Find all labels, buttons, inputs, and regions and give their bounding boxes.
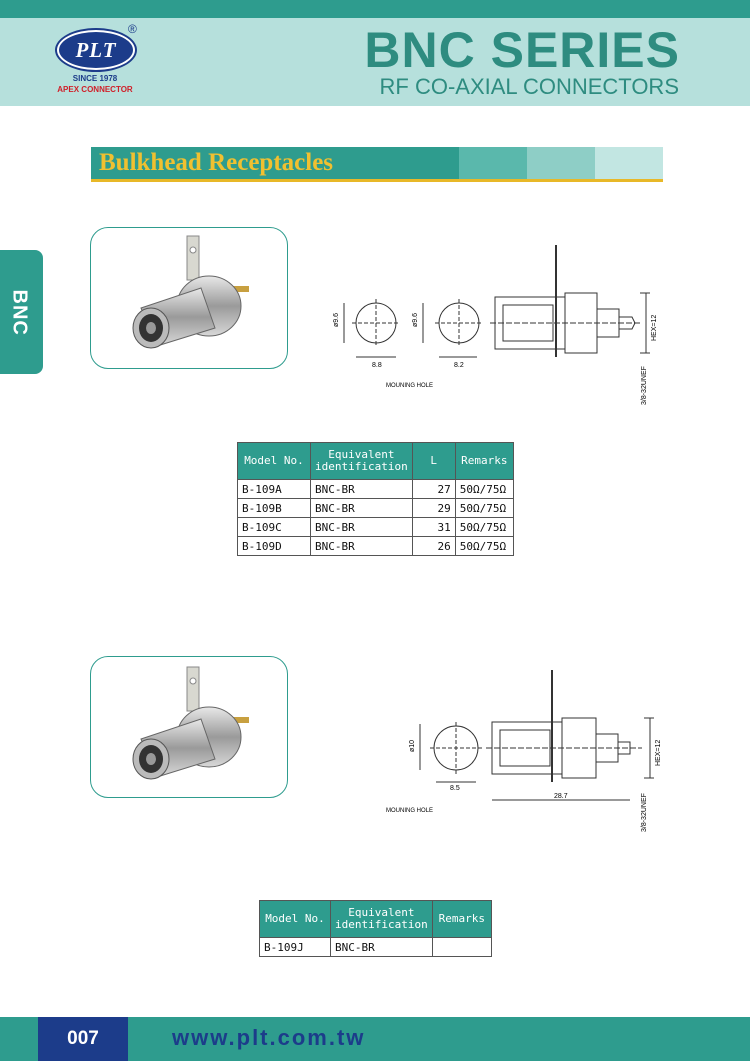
table-row: [260, 938, 492, 957]
section-bar: [91, 147, 663, 179]
registered-mark: ®: [128, 22, 137, 36]
page-number-box: [38, 1017, 128, 1061]
col-header: Model No.: [260, 901, 331, 938]
side-tab-label: BNC: [8, 289, 31, 336]
table-row: [238, 480, 514, 499]
page-footer: [0, 1017, 750, 1061]
cell-model: B-109B: [238, 499, 311, 518]
dim-label: 3/8-32UNEF: [641, 366, 648, 405]
cell-remarks: 50Ω/75Ω: [455, 518, 513, 537]
cell-equivalent: BNC-BR: [311, 499, 413, 518]
table-row: [238, 499, 514, 518]
product-photo-1: [90, 227, 288, 369]
dim-label: ø9.6: [333, 312, 340, 327]
cell-equivalent: BNC-BR: [311, 480, 413, 499]
cell-remarks: 50Ω/75Ω: [455, 499, 513, 518]
cell-remarks: 50Ω/75Ω: [455, 537, 513, 556]
col-header: Remarks: [432, 901, 491, 938]
company-name: APEX CONNECTOR: [57, 85, 133, 94]
cell-length: 27: [412, 480, 455, 499]
cell-length: 26: [412, 537, 455, 556]
cell-remarks: [432, 938, 491, 957]
technical-drawing-1: [330, 245, 660, 410]
mounting-hole-label: MOUNING HOLE: [386, 383, 434, 389]
col-header: Equivalent identification: [331, 901, 433, 938]
dim-label: 3/8-32UNEF: [641, 793, 648, 832]
cell-equivalent: BNC-BR: [331, 938, 433, 957]
page-title: BNC SERIES: [364, 22, 680, 78]
cell-equivalent: BNC-BR: [311, 537, 413, 556]
since-label: SINCE 1978: [72, 74, 118, 83]
technical-drawing-2: [380, 670, 665, 840]
cell-model: B-109C: [238, 518, 311, 537]
cell-model: B-109A: [238, 480, 311, 499]
cell-model: B-109J: [260, 938, 331, 957]
dim-label: ø10: [409, 739, 416, 752]
col-header: Remarks: [455, 443, 513, 480]
dim-label: 8.8: [372, 362, 382, 369]
dim-label: HEX=12: [655, 739, 662, 766]
spec-table-2: [259, 900, 492, 957]
logo-text: PLT: [75, 37, 117, 62]
cell-equivalent: BNC-BR: [311, 518, 413, 537]
website-link[interactable]: www.plt.com.tw: [172, 1025, 366, 1050]
col-header: Equivalent identification: [311, 443, 413, 480]
dim-label: ø9.6: [412, 312, 419, 327]
bnc-connector-image: [91, 657, 287, 797]
cell-length: 31: [412, 518, 455, 537]
dim-label: 28.7: [554, 793, 568, 800]
page-header: [0, 18, 750, 106]
col-header: L: [412, 443, 455, 480]
page-subtitle: RF CO-AXIAL CONNECTORS: [379, 74, 679, 99]
plt-logo: [57, 30, 135, 70]
section-title: Bulkhead Receptacles: [99, 149, 334, 176]
top-strip: [0, 0, 750, 18]
table-row: [238, 537, 514, 556]
spec-table-1: [237, 442, 514, 556]
cell-remarks: 50Ω/75Ω: [455, 480, 513, 499]
dim-label: 8.5: [450, 785, 460, 792]
page-number: 007: [67, 1028, 99, 1049]
dim-label: HEX=12: [651, 314, 658, 341]
col-header: Model No.: [238, 443, 311, 480]
product-photo-2: [90, 656, 288, 798]
dim-label: 8.2: [454, 362, 464, 369]
side-tab: [0, 250, 43, 374]
bnc-connector-image: [91, 228, 287, 368]
cell-length: 29: [412, 499, 455, 518]
table-row: [238, 518, 514, 537]
mounting-hole-label: MOUNING HOLE: [386, 808, 434, 814]
cell-model: B-109D: [238, 537, 311, 556]
